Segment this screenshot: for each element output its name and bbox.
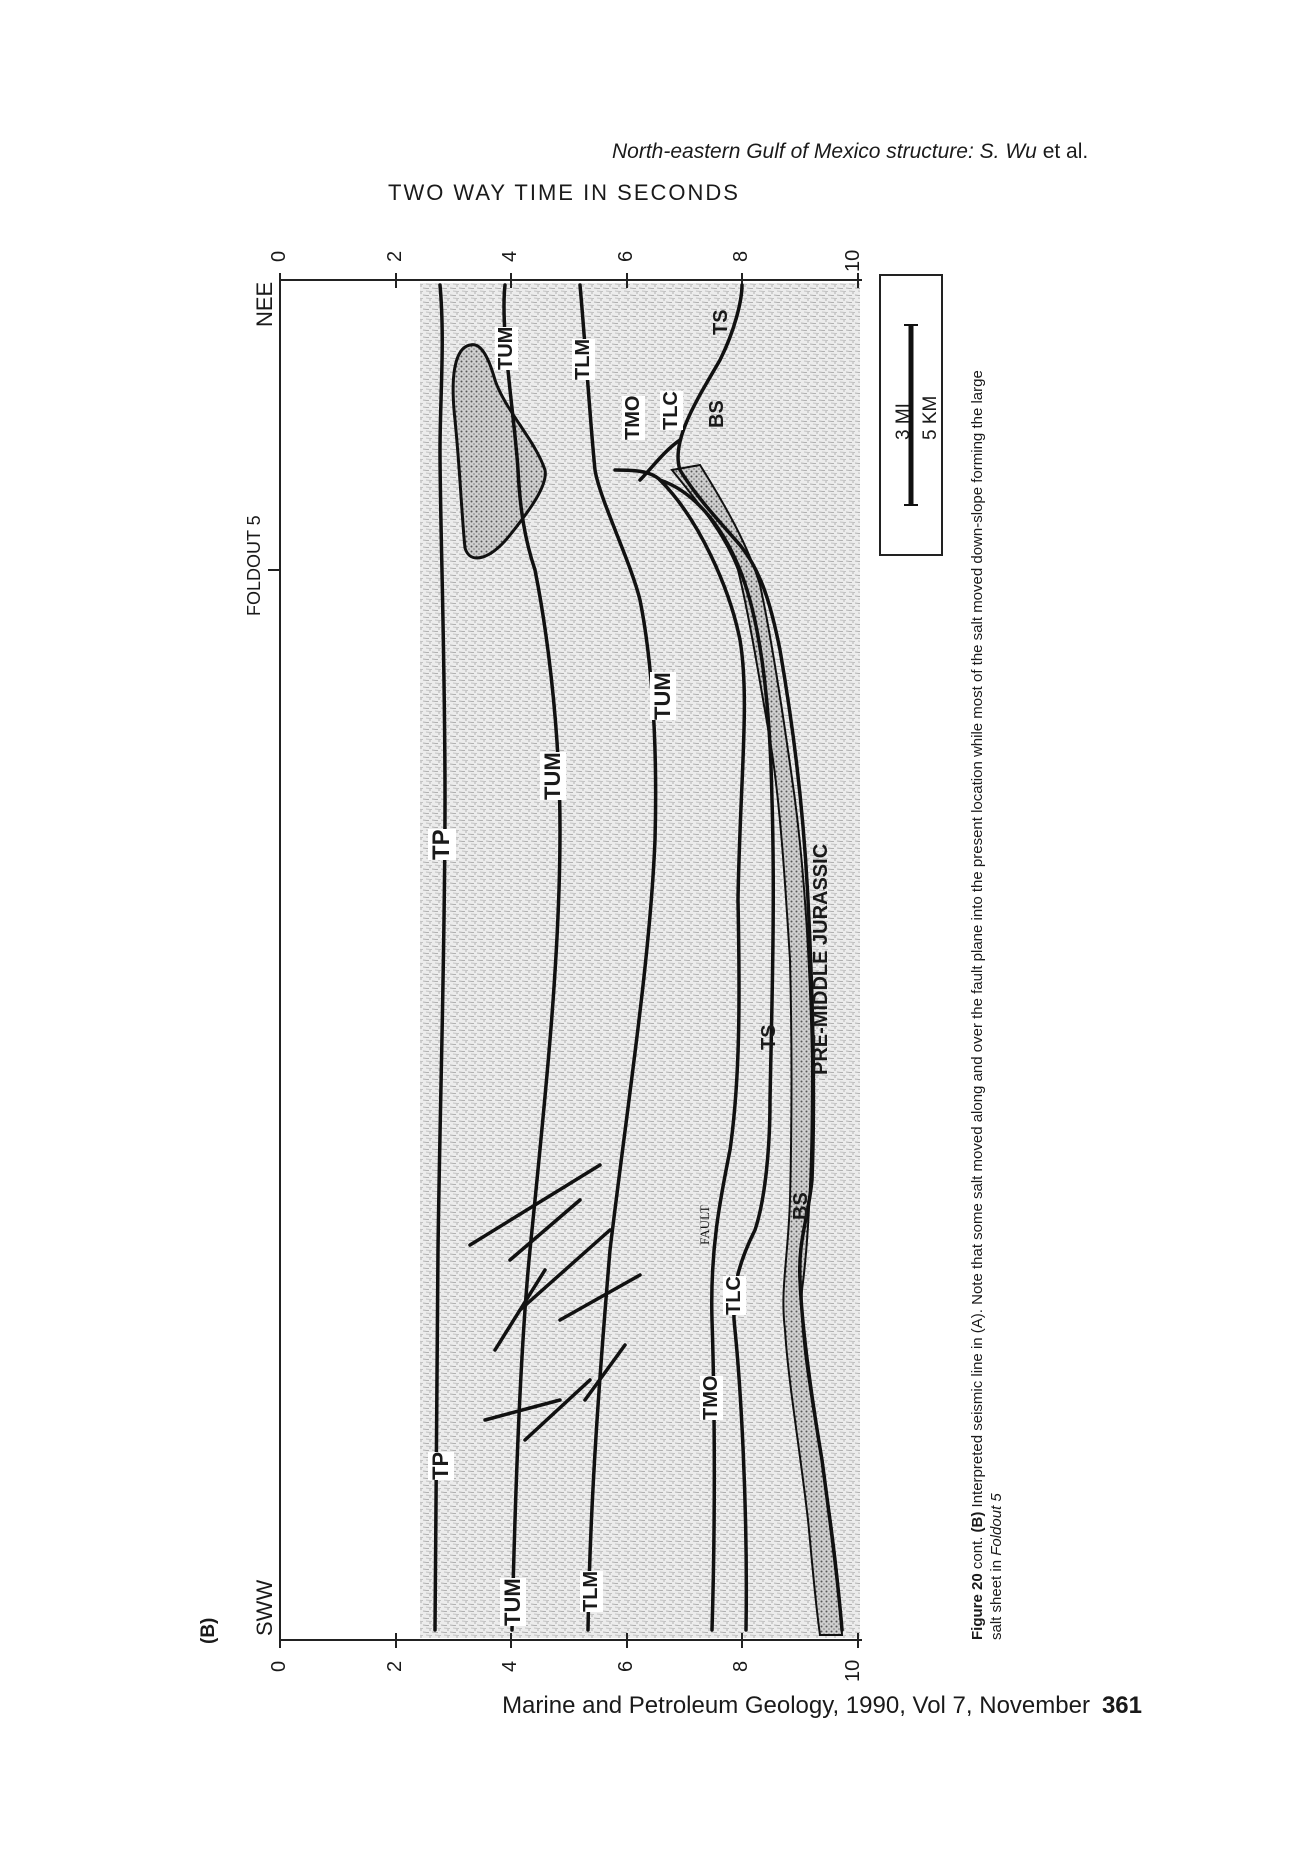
horizon-label-fault: FAULT (697, 1205, 712, 1245)
caption-panel: (B) (969, 1511, 986, 1533)
scale-bar-km-label: 5 KM (920, 395, 941, 440)
horizon-label-jurassic: PRE-MIDDLE JURASSIC (810, 843, 832, 1075)
horizon-label-ts: TS (710, 309, 732, 335)
horizon-label-bs: BS (790, 1192, 812, 1220)
running-head-title: North-eastern Gulf of Mexico structure: (612, 140, 974, 163)
foldout-label: FOLDOUT 5 (244, 515, 264, 616)
bottom-tick-label: 0 (268, 1660, 290, 1672)
caption-cont: cont. (969, 1532, 986, 1574)
top-tick-label: 2 (384, 250, 406, 262)
caption-label: Figure 20 (969, 1573, 986, 1640)
bottom-tick-label: 10 (842, 1659, 864, 1682)
top-tick-label: 10 (842, 249, 864, 272)
top-tick-label: 0 (268, 250, 290, 262)
horizon-label-tp: TP (428, 829, 455, 860)
footer-journal: Marine and Petroleum Geology, 1990, Vol 7, November (502, 1692, 1090, 1719)
top-tick-label: 4 (499, 250, 521, 262)
caption-line-2 (987, 370, 1006, 1640)
caption-text: Interpreted seismic line in (A). Note that some salt moved along and over the fault plane into the present location while most of the salt moved down-slope forming the large (969, 370, 986, 1512)
page-number: 361 (1101, 1692, 1142, 1719)
figure-caption (968, 370, 1006, 1640)
running-head-etal: et al. (1042, 140, 1089, 163)
scale-bar-mi-label: 3 MI (893, 403, 914, 440)
page-footer (502, 1692, 1142, 1720)
horizon-label-tlc: TLC (660, 391, 682, 430)
top-tick-label: 8 (730, 250, 752, 262)
blank-margin (282, 1520, 420, 1638)
axis-title: TWO WAY TIME IN SECONDS (388, 180, 740, 205)
horizon-label-tlc: TLC (723, 1276, 745, 1315)
horizon-label-tum: TUM (500, 1578, 525, 1626)
bottom-tick-label: 4 (499, 1660, 521, 1672)
horizon-label-bs: BS (706, 400, 728, 428)
horizon-label-tmo: TMO (700, 1375, 722, 1420)
endpoint-left-label: SWW (252, 1579, 277, 1636)
horizon-label-tum: TUM (650, 672, 675, 720)
horizon-label-tum: TUM (495, 326, 517, 370)
caption-line2-italic: Foldout 5 (988, 1493, 1005, 1556)
horizon-label-tmo: TMO (622, 395, 644, 440)
bottom-tick-label: 8 (730, 1660, 752, 1672)
horizon-label-ts: TS (758, 1024, 780, 1050)
top-tick-label: 6 (615, 250, 637, 262)
horizon-label-tlm: TLM (580, 1570, 602, 1612)
panel-label: (B) (198, 1617, 219, 1644)
endpoint-right-label: NEE (252, 281, 277, 327)
horizon-label-tlm: TLM (572, 338, 594, 380)
bottom-tick-label: 2 (384, 1660, 406, 1672)
caption-line-1 (968, 370, 987, 1640)
bottom-tick-label: 6 (615, 1660, 637, 1672)
horizon-label-tum: TUM (540, 752, 565, 800)
running-head-authors: S. Wu (979, 140, 1037, 163)
horizon-label-tp: TP (428, 1451, 453, 1480)
caption-line2-text: salt sheet in (988, 1555, 1005, 1640)
